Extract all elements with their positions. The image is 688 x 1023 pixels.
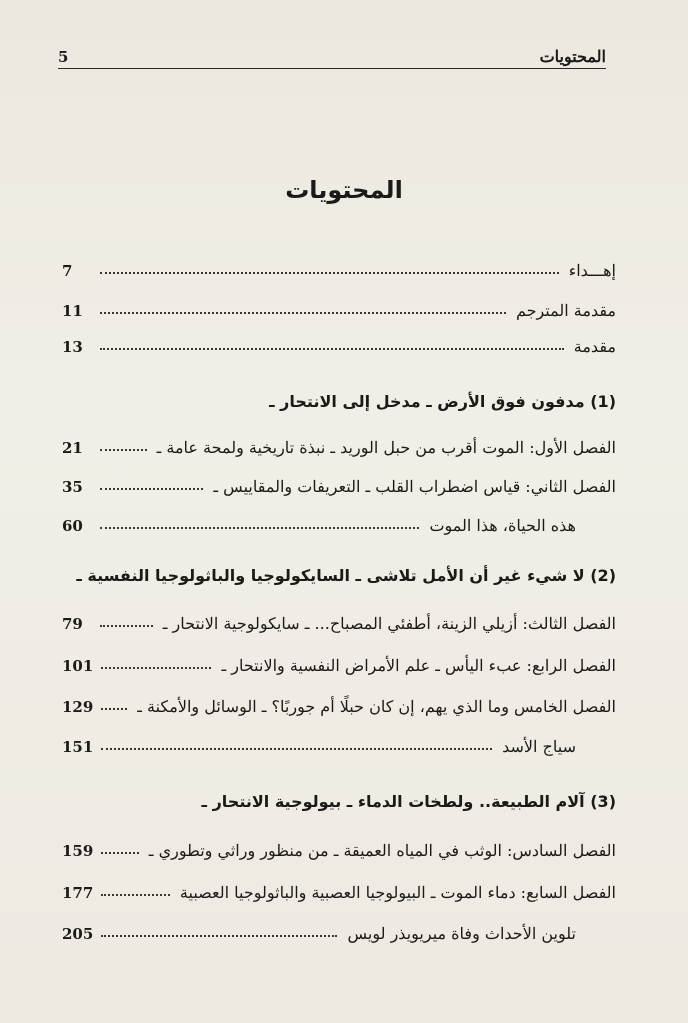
toc-entry-page: 79 [62, 615, 83, 633]
toc-entry-label: الفصل السابع: دماء الموت ـ البيولوجيا العصبية والباثولوجيا العصبية [179, 883, 616, 902]
toc-entry-introduction [62, 326, 616, 356]
toc-entry-page: 205 [62, 925, 94, 943]
toc-entry-page: 35 [62, 478, 83, 496]
part-heading: (2) لا شيء غير أن الأمل تلاشى ـ السايكولوجيا والباثولوجيا النفسية ـ [76, 566, 616, 585]
toc-entry-label: مقدمة [573, 337, 616, 356]
header-rule [58, 68, 606, 69]
toc-entry-page: 177 [62, 884, 94, 902]
dot-leader [100, 348, 564, 350]
toc-entry [62, 645, 616, 675]
toc-entry-label: سياج الأسد [502, 737, 576, 756]
page-title: المحتويات [285, 176, 403, 204]
toc-entry-page: 159 [62, 842, 94, 860]
dot-leader [100, 449, 147, 451]
dot-leader [101, 748, 492, 750]
dot-leader [100, 527, 419, 529]
dot-leader [101, 894, 170, 896]
dot-leader [100, 312, 506, 314]
running-head-title: المحتويات [539, 47, 606, 66]
toc-entry-translator-intro [62, 290, 616, 320]
toc-entry-label: إهـــداء [568, 261, 616, 280]
toc-entry-label: الفصل الرابع: عبء اليأس ـ علم الأمراض النفسية والانتحار ـ [221, 656, 616, 675]
toc-entry-label: الفصل الثاني: قياس اضطراب القلب ـ التعريفات والمقاييس ـ [213, 477, 616, 496]
toc-entry-page: 11 [62, 302, 83, 320]
toc-entry [62, 603, 616, 633]
running-head [58, 44, 606, 66]
toc-entry [62, 726, 616, 756]
toc-entry [62, 505, 616, 535]
toc-entry-page: 13 [62, 338, 83, 356]
toc-entry [62, 427, 616, 457]
toc-entry [62, 913, 616, 943]
part-heading: (1) مدفون فوق الأرض ـ مدخل إلى الانتحار ـ [269, 392, 616, 411]
toc-entry [62, 686, 616, 716]
toc-entry-page: 129 [62, 698, 94, 716]
toc-entry-label: الفصل الخامس وما الذي يهم، إن كان حبلًا أم جوربًا؟ ـ الوسائل والأمكنة ـ [137, 697, 616, 716]
toc-entry-label: هذه الحياة، هذا الموت [429, 516, 576, 535]
dot-leader [101, 935, 337, 937]
dot-leader [101, 708, 127, 710]
toc-entry-label: مقدمة المترجم [515, 301, 616, 320]
running-head-page-number: 5 [58, 48, 69, 66]
part-heading: (3) آلام الطبيعة.. ولطخات الدماء ـ بيولوجية الانتحار ـ [201, 792, 616, 811]
toc-entry-dedication [62, 250, 616, 280]
toc-entry [62, 872, 616, 902]
dot-leader [100, 488, 203, 490]
toc-entry-page: 101 [62, 657, 94, 675]
toc-entry-page: 151 [62, 738, 94, 756]
toc-entry-label: الفصل السادس: الوثب في المياه العميقة ـ من منظور وراثي وتطوري ـ [148, 841, 616, 860]
toc-entry-page: 60 [62, 517, 83, 535]
toc-entry-page: 7 [62, 262, 73, 280]
dot-leader [101, 852, 138, 854]
toc-entry [62, 830, 616, 860]
toc-entry-page: 21 [62, 439, 83, 457]
toc-entry [62, 466, 616, 496]
toc-entry-label: تلوين الأحداث وفاة ميريويذر لويس [347, 924, 576, 943]
dot-leader [100, 272, 559, 274]
dot-leader [101, 667, 211, 669]
toc-entry-label: الفصل الأول: الموت أقرب من حبل الوريد ـ نبذة تاريخية ولمحة عامة ـ [156, 438, 616, 457]
dot-leader [100, 625, 153, 627]
toc-entry-label: الفصل الثالث: أزيلي الزينة، أطفئي المصباح... ـ سايكولوجية الانتحار ـ [162, 614, 616, 633]
